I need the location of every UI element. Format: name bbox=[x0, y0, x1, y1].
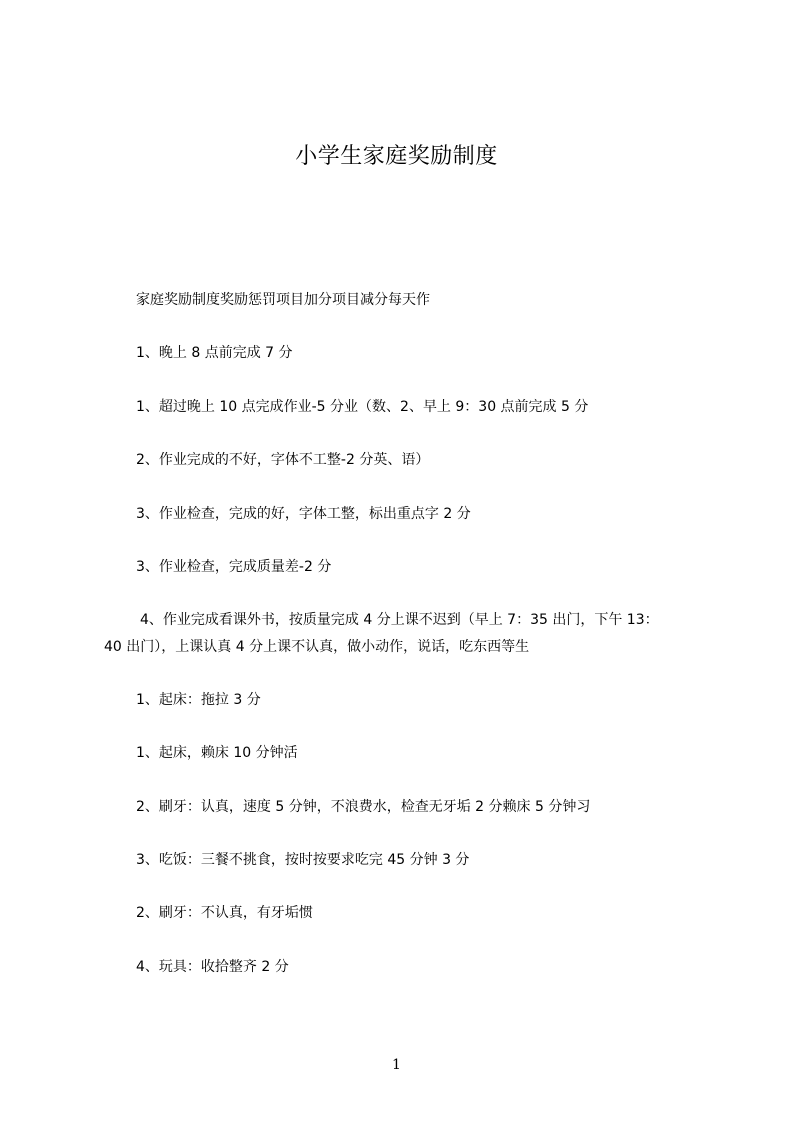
paragraph-item: 2、刷牙：不认真，有牙垢惯 bbox=[136, 905, 313, 921]
paragraph-item: 3、作业检查，完成质量差-2 分 bbox=[136, 559, 332, 575]
paragraph-item: 3、吃饭：三餐不挑食，按时按要求吃完 45 分钟 3 分 bbox=[136, 852, 470, 868]
paragraph-item: 4、作业完成看课外书，按质量完成 4 分上课不迟到（早上 7：35 出门，下午 13： bbox=[140, 612, 659, 628]
paragraph-item: 3、作业检查，完成的好，字体工整，标出重点字 2 分 bbox=[136, 506, 471, 522]
paragraph-item: 1、起床：拖拉 3 分 bbox=[136, 692, 261, 708]
paragraph-item: 2、刷牙：认真，速度 5 分钟，不浪费水，检查无牙垢 2 分赖床 5 分钟习 bbox=[136, 799, 591, 815]
paragraph-item: 1、晚上 8 点前完成 7 分 bbox=[136, 345, 293, 361]
document-title: 小学生家庭奖励制度 bbox=[295, 144, 498, 169]
paragraph-item: 2、作业完成的不好，字体不工整-2 分英、语） bbox=[136, 452, 430, 468]
paragraph-intro: 家庭奖励制度奖励惩罚项目加分项目减分每天作 bbox=[136, 292, 430, 308]
paragraph-item: 1、起床，赖床 10 分钟活 bbox=[136, 745, 298, 761]
paragraph-item: 1、超过晚上 10 点完成作业-5 分业（数、2、早上 9：30 点前完成 5 分 bbox=[136, 399, 589, 415]
paragraph-item: 4、玩具：收拾整齐 2 分 bbox=[136, 959, 289, 975]
page-number: 1 bbox=[392, 1057, 401, 1073]
paragraph-item-continuation: 40 出门），上课认真 4 分上课不认真，做小动作，说话，吃东西等生 bbox=[104, 639, 530, 655]
